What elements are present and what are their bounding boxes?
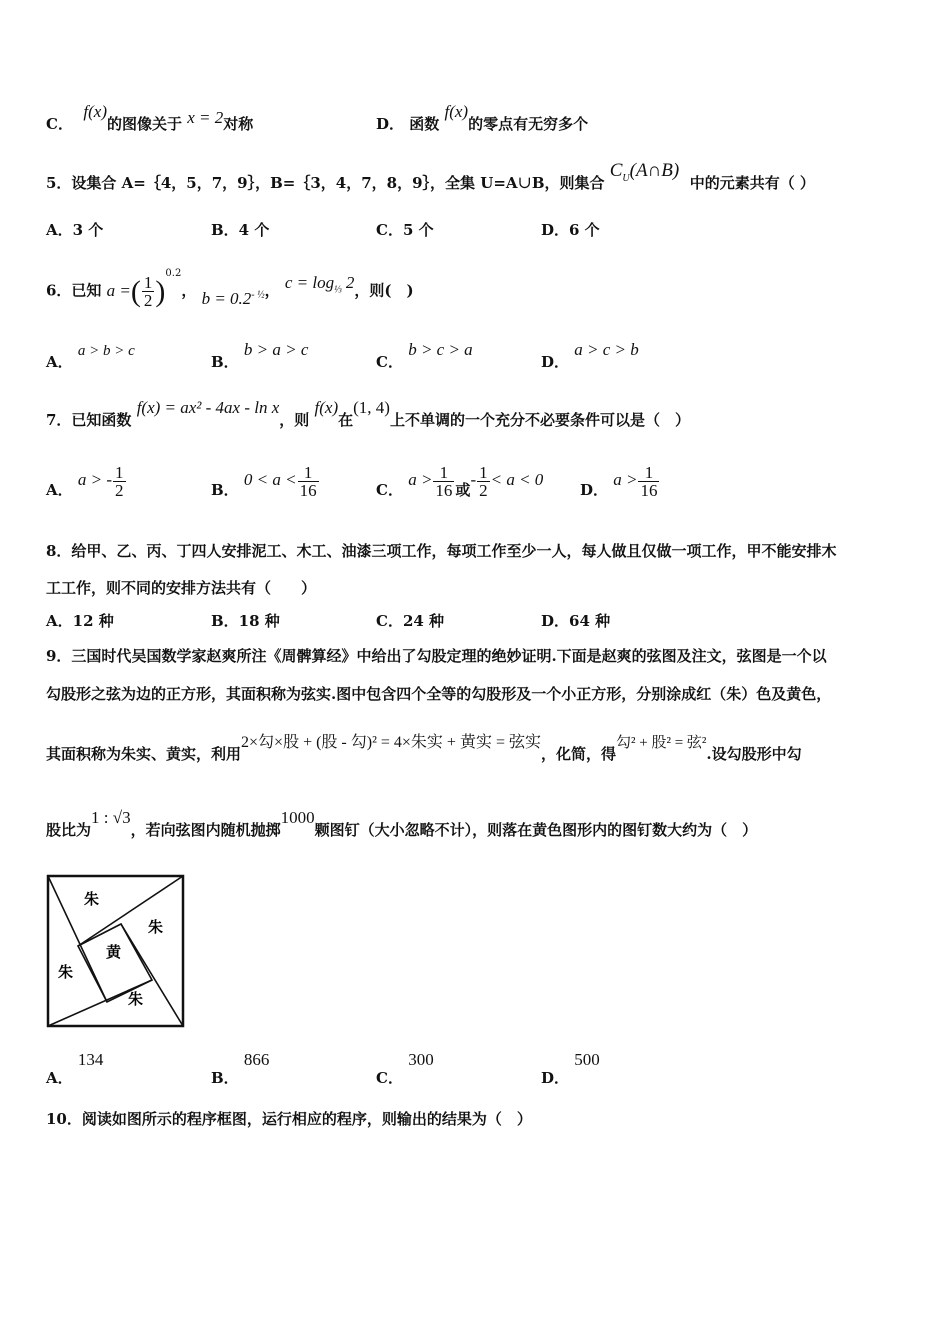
q6-option-b-expr: b > a > c bbox=[243, 340, 309, 359]
q6-option-a-letter: A． bbox=[46, 353, 73, 371]
q5-option-a: A．3 个 bbox=[46, 221, 104, 239]
q5-stem-part2: B，则集合 bbox=[531, 174, 605, 192]
label-zhu-bottom: 朱 bbox=[128, 990, 144, 1008]
q7-stem-part1: 7．已知函数 bbox=[46, 411, 132, 429]
q9-line3-part3: .设勾股形中勾 bbox=[706, 745, 802, 763]
q5-set-sub: U bbox=[622, 172, 630, 184]
q7-option-d-num: 1 bbox=[638, 464, 659, 482]
q9-option-b-letter: B． bbox=[211, 1069, 239, 1087]
q7-option-b-fraction bbox=[298, 464, 319, 499]
q9-option-d-value: 500 bbox=[574, 1050, 600, 1069]
q9-line3 bbox=[46, 734, 802, 765]
q9-option-a-value: 134 bbox=[77, 1050, 104, 1069]
q5-option-b: B．4 个 bbox=[211, 221, 270, 239]
q5-stem-part1: 5．设集合 A=｛4，5，7，9｝，B=｛3，4，7，8，9｝，全集 U=A bbox=[46, 174, 518, 192]
q7-option-b-den: 16 bbox=[299, 480, 317, 500]
q6-option-d-expr: a > c > b bbox=[574, 340, 639, 359]
q8-option-c: C．24 种 bbox=[376, 612, 445, 630]
hypotenuse-diagram-svg bbox=[46, 874, 186, 1030]
q5-stem bbox=[46, 160, 815, 201]
q4-option-c bbox=[46, 102, 254, 134]
q6-c-expr: c = log bbox=[284, 272, 335, 292]
q9-line1: 9．三国时代吴国数学家赵爽所注《周髀算经》中给出了勾股定理的绝妙证明.下面是赵爽的弦图及注文，弦图是一个以 bbox=[46, 647, 827, 665]
q6-c-arg: 2 bbox=[345, 272, 355, 292]
q7-option-c-rhs: < a < 0 bbox=[490, 470, 544, 489]
q7-option-c-den: 16 bbox=[435, 480, 453, 500]
q6-a-fraction bbox=[142, 274, 155, 309]
q9-option-d-letter: D． bbox=[541, 1069, 570, 1087]
q9-ratio: 1 : √3 bbox=[91, 808, 131, 827]
q8-option-b: B．18 种 bbox=[211, 612, 280, 630]
q6-b-expr: b = 0.2 bbox=[201, 288, 252, 308]
q6-option-a-expr: a > b > c bbox=[77, 343, 135, 359]
q9-option-c bbox=[376, 1048, 434, 1092]
label-zhu-top: 朱 bbox=[84, 890, 100, 908]
q8-option-a: A．12 种 bbox=[46, 612, 114, 630]
q6-c-base: ⅓ bbox=[334, 284, 342, 296]
q7-option-b-num: 1 bbox=[298, 464, 319, 482]
label-huang-center: 黄 bbox=[106, 943, 122, 961]
q9-count: 1000 bbox=[280, 808, 315, 827]
q7-option-c-fraction2 bbox=[477, 464, 490, 499]
q9-option-b-value: 866 bbox=[243, 1050, 270, 1069]
q9-option-d bbox=[541, 1048, 600, 1092]
q4-option-c-letter: C． bbox=[46, 115, 73, 133]
q9-option-a-letter: A． bbox=[46, 1069, 73, 1087]
q9-line3-part1: 其面积称为朱实、黄实，利用 bbox=[46, 745, 242, 763]
q7-stem-part3: 在 bbox=[338, 411, 354, 429]
q7-option-c-num: 1 bbox=[433, 464, 454, 482]
q7-option-c-lhs: a > bbox=[408, 470, 433, 489]
q7-option-b-letter: B． bbox=[211, 481, 239, 499]
q9-line4 bbox=[46, 808, 758, 840]
q6-b-exponent: - ½ bbox=[251, 289, 265, 300]
q6-right-paren: ) bbox=[155, 274, 166, 308]
q6-option-a bbox=[46, 340, 135, 371]
label-zhu-right: 朱 bbox=[148, 918, 164, 936]
q9-option-b bbox=[211, 1048, 269, 1092]
q8-line1: 8．给甲、乙、丙、丁四人安排泥工、木工、油漆三项工作，每项工作至少一人，每人做且仅做一项工作，甲不能安排木 bbox=[46, 542, 837, 560]
q6-a-lhs: a = bbox=[106, 280, 131, 300]
q5-set-c: C bbox=[609, 160, 623, 181]
q4-option-c-fx: f(x) bbox=[83, 102, 107, 121]
q7-option-a-fraction bbox=[113, 464, 126, 499]
q6-left-paren: ( bbox=[130, 274, 141, 308]
q6-stem bbox=[46, 262, 414, 323]
q6-option-d-letter: D． bbox=[541, 353, 570, 371]
q6-a-numerator: 1 bbox=[143, 273, 153, 293]
q7-option-c-minus: - bbox=[470, 470, 477, 489]
q7-option-d-lhs: a > bbox=[613, 470, 638, 489]
q5-cup-symbol: ∪ bbox=[517, 173, 532, 192]
q9-line4-part3: 颗图钉（大小忽略不计），则落在黄色图形内的图钉数大约为（ ） bbox=[314, 821, 758, 839]
q9-line2: 勾股形之弦为边的正方形，其面积称为弦实.图中包含四个全等的勾股形及一个小正方形，分别涂成红（朱）色及黄色， bbox=[46, 685, 832, 703]
q7-option-b bbox=[211, 458, 320, 502]
q6-stem-part1: 6．已知 bbox=[46, 281, 102, 300]
q6-a-denominator: 2 bbox=[143, 291, 153, 311]
q6-option-d bbox=[541, 340, 639, 371]
q7-option-a bbox=[46, 458, 127, 502]
q7-option-c-num2: 1 bbox=[479, 462, 488, 482]
q7-option-a-letter: A． bbox=[46, 481, 73, 499]
q4-option-d-text1: 函数 bbox=[409, 115, 440, 133]
q6-option-c bbox=[376, 340, 473, 371]
q4-option-c-text1: 的图像关于 bbox=[107, 115, 183, 133]
q9-option-c-value: 300 bbox=[408, 1050, 434, 1069]
q7-option-c-letter: C． bbox=[376, 481, 403, 499]
q4-option-c-eq: x = 2 bbox=[187, 108, 224, 127]
q5-stem-part3: 中的元素共有（ ） bbox=[689, 174, 815, 192]
line-top bbox=[78, 876, 183, 946]
q7-option-c-den2: 2 bbox=[479, 480, 488, 500]
q4-option-d-letter: D． bbox=[376, 115, 405, 133]
q9-line4-part2: ，若向弦图内随机抛掷 bbox=[130, 821, 281, 839]
q7-stem-part2: ，则 bbox=[279, 411, 310, 429]
q7-option-b-lhs: 0 < a < bbox=[243, 470, 297, 489]
q8-option-d: D．64 种 bbox=[541, 612, 611, 630]
q7-fx: f(x) bbox=[314, 398, 339, 417]
q9-line3-part2: ，化简，得 bbox=[540, 745, 616, 763]
q9-option-a bbox=[46, 1048, 103, 1092]
q4-option-c-text2: 对称 bbox=[223, 115, 254, 133]
q7-option-a-num: 1 bbox=[115, 462, 124, 482]
q5-set-expression bbox=[609, 160, 680, 184]
q7-option-d bbox=[580, 458, 660, 502]
q6-b bbox=[202, 289, 265, 308]
q7-option-d-den: 16 bbox=[640, 480, 658, 500]
q7-option-c-or: 或 bbox=[455, 481, 471, 499]
q4-option-d bbox=[376, 102, 589, 134]
q6-option-b-letter: B． bbox=[211, 353, 239, 371]
line-right bbox=[121, 924, 183, 1026]
q7-option-d-letter: D． bbox=[580, 481, 609, 499]
q7-stem bbox=[46, 398, 690, 430]
q8-line2: 工工作，则不同的安排方法共有（ ） bbox=[46, 579, 317, 597]
q6-c bbox=[284, 272, 355, 296]
q7-option-c bbox=[376, 458, 543, 502]
q5-option-c: C．5 个 bbox=[376, 221, 434, 239]
label-zhu-left: 朱 bbox=[58, 963, 74, 981]
q7-interval: (1, 4) bbox=[353, 398, 390, 417]
q5-option-d: D．6 个 bbox=[541, 221, 600, 239]
q5-set-arg: (A∩B) bbox=[629, 160, 680, 181]
q9-formula2: 勾² + 股² = 弦² bbox=[615, 735, 707, 751]
q7-option-a-den: 2 bbox=[115, 480, 124, 500]
q4-option-d-fx: f(x) bbox=[444, 102, 469, 121]
q7-option-d-fraction bbox=[638, 464, 659, 499]
q6-stem-part2: ，则( ) bbox=[354, 281, 414, 300]
q6-comma1: ， bbox=[181, 281, 197, 300]
q6-comma2: ， bbox=[264, 281, 280, 300]
q4-option-d-text2: 的零点有无穷多个 bbox=[468, 115, 589, 133]
q7-function: f(x) = ax² - 4ax - ln x bbox=[136, 398, 280, 417]
q6-option-c-letter: C． bbox=[376, 353, 403, 371]
q7-option-c-fraction bbox=[433, 464, 454, 499]
q9-line4-part1: 股比为 bbox=[46, 821, 92, 839]
q9-formula1: 2×勾×股 + (股 - 勾)² = 4×朱实 + 黄实 = 弦实 bbox=[241, 734, 541, 751]
q10-stem: 10．阅读如图所示的程序框图，运行相应的程序，则输出的结果为（ ） bbox=[46, 1110, 532, 1128]
q7-stem-part4: 上不单调的一个充分不必要条件可以是（ ） bbox=[389, 411, 690, 429]
q6-option-b bbox=[211, 340, 309, 371]
q9-option-c-letter: C． bbox=[376, 1069, 403, 1087]
q7-option-a-lhs: a > - bbox=[77, 470, 113, 489]
q6-a-exponent: 0.2 bbox=[165, 267, 182, 279]
q6-option-c-expr: b > c > a bbox=[408, 340, 473, 359]
hypotenuse-diagram bbox=[46, 874, 186, 1034]
